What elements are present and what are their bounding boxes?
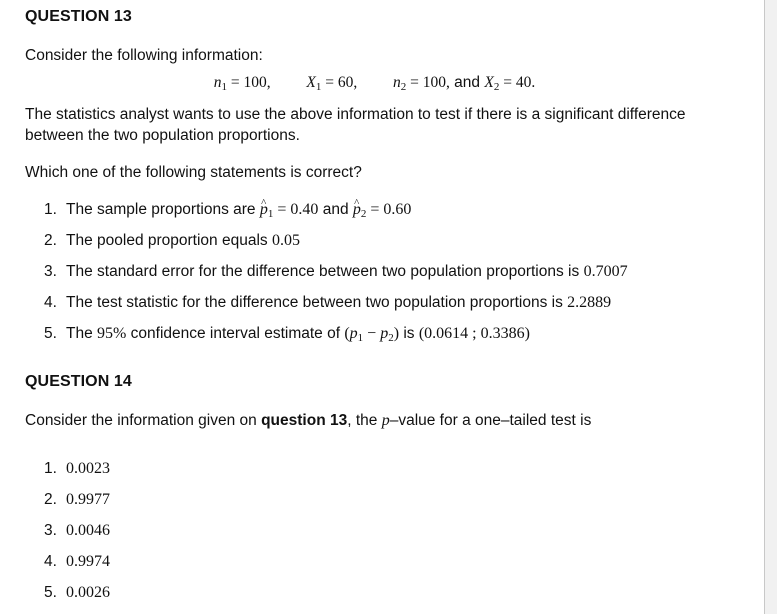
question-14-heading: QUESTION 14: [25, 373, 132, 390]
page-edge: [764, 0, 777, 614]
and-word: and: [318, 201, 353, 218]
question-13-intro: Consider the following information:: [25, 47, 263, 64]
prompt-post: –value for a one–tailed test is: [389, 412, 592, 429]
option-value: 0.0023: [66, 460, 110, 477]
prompt-bold: question 13: [261, 412, 348, 429]
n2-value: = 100,: [406, 74, 450, 91]
p1-sub: 1: [357, 332, 364, 344]
q13-option-1[interactable]: [44, 200, 628, 231]
x2-label: X: [484, 74, 494, 91]
interval-value: (0.0614 ; 0.3386): [418, 325, 530, 342]
n2-sub: 2: [400, 81, 407, 93]
x2-value: = 40.: [499, 74, 536, 91]
option-value: 0.0046: [66, 522, 110, 539]
p1-symbol: p: [349, 325, 358, 342]
q14-option-2[interactable]: [44, 490, 110, 521]
q13-option-3[interactable]: [44, 262, 628, 293]
option-number: 1.: [44, 201, 57, 218]
n1-label: n: [213, 74, 222, 91]
p2-sub: 2: [388, 332, 394, 344]
minus-sign: −: [363, 325, 381, 342]
q14-option-1[interactable]: [44, 459, 110, 490]
p2-symbol: p: [380, 325, 389, 342]
option-number: 2.: [44, 491, 57, 508]
option-text: The pooled proportion equals: [66, 232, 272, 249]
p2-hat: ^ p: [353, 200, 361, 220]
n2-label: n: [393, 74, 401, 91]
x1-value: = 60,: [321, 74, 358, 91]
option-text: The standard error for the difference between two population proportions is: [66, 263, 584, 280]
option-number: 2.: [44, 232, 57, 249]
option-value: 0.05: [271, 232, 300, 249]
given-values: [0, 74, 765, 93]
option-value: 0.9974: [66, 553, 110, 570]
q13-option-4[interactable]: [44, 293, 628, 324]
prompt-mid: , the: [347, 412, 382, 429]
question-14-options: [44, 459, 110, 614]
q13-option-5[interactable]: [44, 324, 628, 355]
and-word: and: [449, 74, 485, 91]
n1-sub: 1: [221, 81, 228, 93]
question-14-prompt: [25, 410, 725, 431]
paren-open: (: [344, 325, 350, 342]
question-13-statement: The statistics analyst wants to use the above information to test if there is a significant difference between the two population proportions.: [25, 106, 686, 144]
option-text: The test statistic for the difference between two population proportions is: [66, 294, 568, 311]
q14-option-3[interactable]: [44, 521, 110, 552]
n1-value: = 100,: [227, 74, 271, 91]
option-text: The: [66, 325, 98, 342]
question-13-options: [44, 200, 628, 355]
p1-sub: 1: [267, 208, 274, 220]
option-number: 1.: [44, 460, 57, 477]
x1-label: X: [306, 74, 316, 91]
option-number: 4.: [44, 294, 57, 311]
q14-option-5[interactable]: [44, 583, 110, 614]
q13-option-2[interactable]: [44, 231, 628, 262]
p2-sub: 2: [360, 208, 367, 220]
option-number: 4.: [44, 553, 57, 570]
option-text-2: confidence interval estimate of: [126, 325, 345, 342]
q14-option-4[interactable]: [44, 552, 110, 583]
option-text: The sample proportions are: [66, 201, 260, 218]
option-value: 0.7007: [583, 263, 628, 280]
p2-value: = 0.60: [366, 201, 412, 218]
option-number: 5.: [44, 584, 57, 601]
p-variable: p: [381, 412, 390, 429]
question-13-heading: QUESTION 13: [25, 8, 132, 25]
option-value: 2.2889: [567, 294, 612, 311]
option-number: 3.: [44, 522, 57, 539]
option-value: 0.0026: [66, 584, 110, 601]
prompt-pre: Consider the information given on: [25, 412, 262, 429]
option-number: 3.: [44, 263, 57, 280]
paren-close: ): [393, 325, 400, 342]
question-13-prompt: Which one of the following statements is correct?: [25, 164, 362, 181]
x2-sub: 2: [493, 81, 500, 93]
p1-hat: ^ p: [260, 200, 268, 220]
option-value: 0.9977: [66, 491, 110, 508]
is-word: is: [399, 325, 419, 342]
option-number: 5.: [44, 325, 57, 342]
p1-value: = 0.40: [273, 201, 319, 218]
x1-sub: 1: [315, 81, 322, 93]
confidence-level: 95%: [97, 325, 127, 342]
